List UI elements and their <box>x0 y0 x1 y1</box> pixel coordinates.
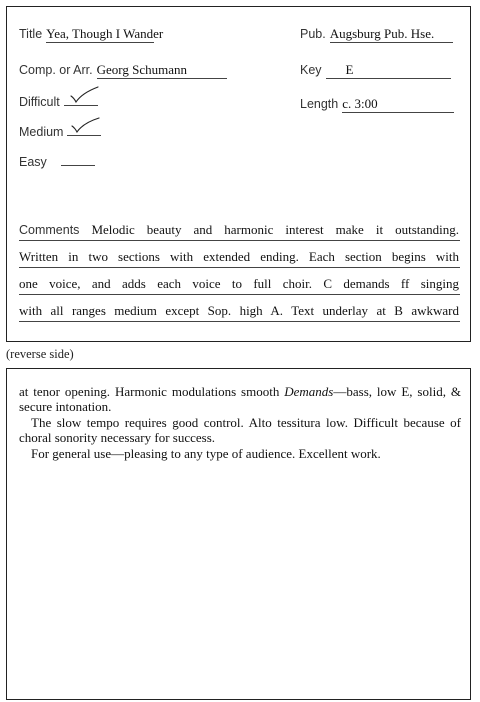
title-value: Yea, Though I Wander <box>46 26 164 41</box>
difficult-label: Difficult <box>19 95 60 109</box>
easy-blank-line <box>61 153 95 166</box>
length-field <box>300 95 454 113</box>
pub-label: Pub. <box>300 27 326 41</box>
checkmark-icon <box>69 115 105 135</box>
medium-field <box>19 121 101 141</box>
comments-line-4: with all ranges medium except Sop. high A. Text underlay at B awkward <box>19 303 459 318</box>
front-card <box>6 6 471 342</box>
easy-field <box>19 153 95 171</box>
easy-label: Easy <box>19 155 47 169</box>
title-label: Title <box>19 27 43 41</box>
length-value: c. 3:00 <box>342 96 454 113</box>
pub-field <box>300 25 453 43</box>
back-paragraph-2: The slow tempo requires good control. Alto tessitura low. Difficult because of choral sonority necessary for success. <box>19 415 461 445</box>
medium-label: Medium <box>19 125 64 139</box>
difficult-field <box>19 91 98 111</box>
pub-value: Augsburg Pub. Hse. <box>330 26 453 43</box>
back-text: —bass, low E, solid, & secure intonation. <box>19 384 461 414</box>
key-field <box>300 61 451 79</box>
key-value: E <box>326 62 451 79</box>
comments-line-1 <box>19 222 459 238</box>
comments-line-3: one voice, and adds each voice to full choir. C demands ff singing <box>19 276 459 291</box>
back-text: at tenor opening. Harmonic modulations smooth <box>19 384 285 399</box>
back-paragraph-1 <box>19 384 461 414</box>
back-emphasis: Demands <box>284 384 334 399</box>
back-paragraph-3: For general use—pleasing to any type of audience. Excellent work. <box>31 446 381 461</box>
medium-check-line <box>67 121 101 136</box>
comments-text: Melodic beauty and harmonic interest make it outstanding. <box>91 222 459 237</box>
reverse-side-label: (reverse side) <box>6 347 74 361</box>
comments-label: Comments <box>19 223 80 237</box>
key-label: Key <box>300 63 322 77</box>
composer-field <box>19 61 227 79</box>
difficult-check-line <box>64 91 98 106</box>
checkmark-icon <box>68 85 104 105</box>
comments-line-2: Written in two sections with extended ending. Each section begins with <box>19 249 459 264</box>
back-card <box>6 368 471 700</box>
length-label: Length <box>300 97 339 111</box>
composer-label: Comp. or Arr. <box>19 63 93 77</box>
composer-value: Georg Schumann <box>97 62 227 79</box>
title-field <box>19 25 164 43</box>
